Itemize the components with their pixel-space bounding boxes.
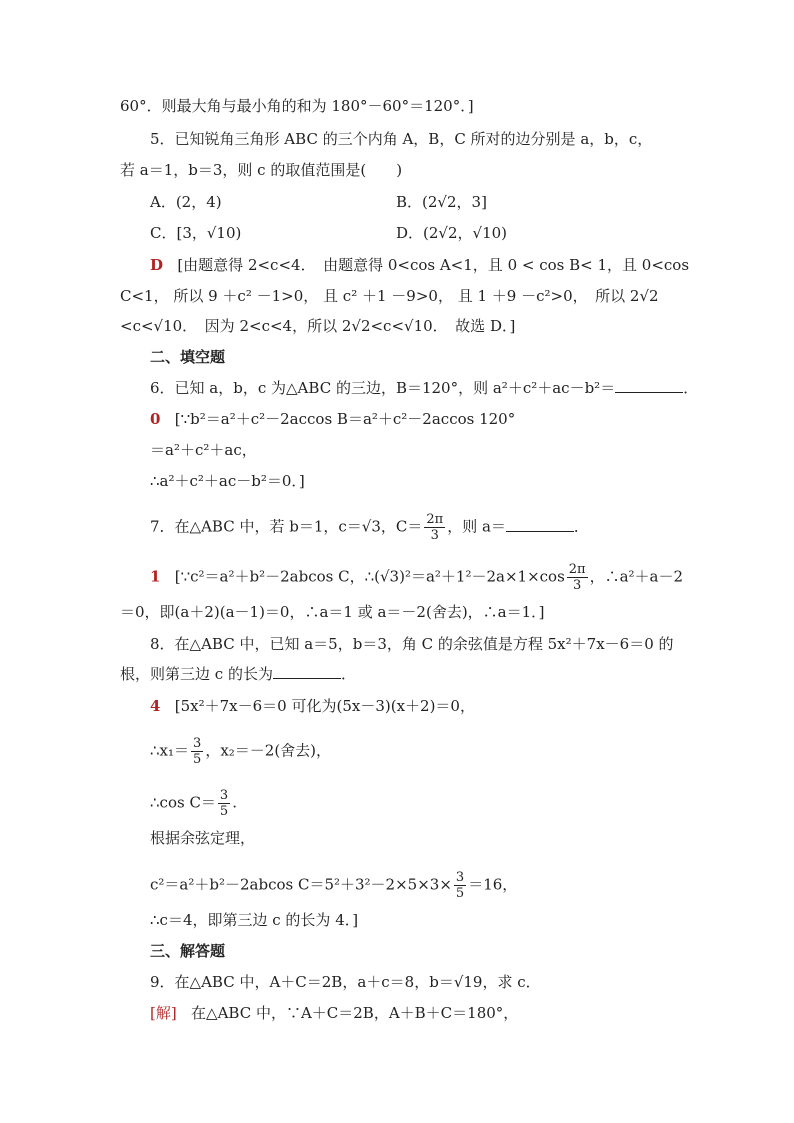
fraction bbox=[567, 562, 588, 593]
numerator: 2π bbox=[426, 512, 444, 527]
punct: ． bbox=[340, 665, 356, 683]
answer-5 bbox=[150, 255, 689, 275]
option-a: A．(2，4) bbox=[150, 193, 222, 211]
answer-tag: 0 bbox=[150, 410, 161, 428]
answer-text: ＝16， bbox=[468, 875, 518, 894]
answer-text: ∴cos C＝ bbox=[150, 793, 216, 812]
denominator: 3 bbox=[573, 578, 582, 593]
answer-9 bbox=[150, 1003, 518, 1023]
answer-text: c²＝a²＋b²－2abcos C＝5²＋3²－2×5×3× bbox=[150, 875, 452, 894]
section-heading: 三、解答题 bbox=[150, 942, 226, 960]
question-8-cont bbox=[120, 664, 356, 684]
answer-7 bbox=[150, 562, 683, 593]
text-line: 60°．则最大角与最小角的和为 180°－60°＝120°．] bbox=[120, 97, 474, 115]
answer-tag: 4 bbox=[150, 697, 161, 715]
fraction bbox=[454, 870, 466, 901]
fraction bbox=[424, 512, 445, 543]
answer-8-cont: 根据余弦定理， bbox=[150, 829, 256, 847]
answer-6 bbox=[150, 409, 515, 429]
question-8: 8．在△ABC 中，已知 a＝5，b＝3，角 C 的余弦值是方程 5x²＋7x－6＝0 的 bbox=[150, 635, 674, 653]
answer-blank bbox=[506, 517, 574, 532]
fraction bbox=[191, 736, 203, 767]
numerator: 3 bbox=[219, 788, 229, 803]
answer-tag: D bbox=[150, 256, 164, 274]
punct: ． bbox=[573, 517, 589, 536]
numerator: 3 bbox=[455, 870, 465, 885]
question-text: ，则 a＝ bbox=[447, 517, 506, 536]
denominator: 5 bbox=[193, 752, 202, 767]
answer-tag: 1 bbox=[150, 567, 161, 586]
answer-text: . bbox=[232, 793, 237, 812]
answer-text: [∵b²＝a²＋c²－2accos B＝a²＋c²－2accos 120° bbox=[174, 410, 516, 428]
numerator: 2π bbox=[568, 562, 586, 577]
answer-7-cont: ＝0，即(a＋2)(a－1)＝0，∴a＝1 或 a＝－2(舍去)，∴a＝1．] bbox=[120, 603, 545, 621]
answer-text: 在△ABC 中，∵A＋C＝2B，A＋B＋C＝180°， bbox=[191, 1004, 519, 1022]
answer-8 bbox=[150, 696, 475, 716]
fraction bbox=[218, 788, 230, 819]
question-5-cont: 若 a＝1，b＝3，则 c 的取值范围是( ) bbox=[120, 161, 403, 179]
answer-5-cont: <c<√10． 因为 2<c<4，所以 2√2<c<√10． 故选 D．] bbox=[120, 317, 516, 335]
question-text: 6．已知 a，b，c 为△ABC 的三边，B＝120°，则 a²＋c²＋ac－b²＝ bbox=[150, 379, 616, 397]
answer-text: ∴x₁＝ bbox=[150, 741, 190, 760]
answer-text: ，∴a²＋a－2 bbox=[589, 567, 684, 586]
option-b: B．(2√2，3] bbox=[396, 193, 487, 211]
denominator: 5 bbox=[455, 886, 465, 901]
answer-blank bbox=[273, 664, 341, 679]
answer-8-cont: ∴c＝4，即第三边 c 的长为 4．] bbox=[150, 911, 359, 929]
section-heading: 二、填空题 bbox=[150, 348, 226, 366]
question-text: 7．在△ABC 中，若 b＝1，c＝√3，C＝ bbox=[150, 517, 423, 536]
question-text: 根，则第三边 c 的长为 bbox=[120, 665, 273, 683]
question-7 bbox=[150, 512, 589, 543]
question-6 bbox=[150, 378, 698, 398]
answer-text: [∵c²＝a²＋b²－2abcos C，∴(√3)²＝a²＋1²－2a×1×cos bbox=[174, 567, 565, 586]
answer-blank bbox=[615, 378, 683, 393]
answer-tag: [解] bbox=[150, 1004, 177, 1022]
answer-text: [5x²＋7x－6＝0 可化为(5x－3)(x＋2)＝0， bbox=[174, 697, 475, 715]
answer-8-cont bbox=[150, 870, 517, 901]
answer-text: ，x₂＝－2(舍去)， bbox=[205, 741, 332, 760]
question-9: 9．在△ABC 中，A＋C＝2B，a＋c＝8，b＝√19，求 c． bbox=[150, 973, 541, 991]
numerator: 3 bbox=[193, 736, 202, 751]
option-c: C．[3，√10) bbox=[150, 224, 242, 242]
punct: ． bbox=[683, 379, 699, 397]
answer-5-cont: C<1， 所以 9 ＋c² －1>0， 且 c² ＋1 －9>0， 且 1 ＋9 －c²>0， 所以 2√2 bbox=[120, 287, 659, 305]
answer-6-cont: ＝a²＋c²＋ac， bbox=[150, 441, 257, 459]
option-d: D．(2√2，√10) bbox=[396, 224, 508, 242]
denominator: 5 bbox=[219, 804, 229, 819]
answer-8-cont bbox=[150, 788, 237, 819]
question-5: 5．已知锐角三角形 ABC 的三个内角 A，B，C 所对的边分别是 a，b，c， bbox=[150, 130, 653, 148]
answer-text: [由题意得 2<c<4． 由题意得 0<cos A<1，且 0 < cos B< 1，且 0<cos bbox=[177, 256, 690, 274]
answer-8-cont bbox=[150, 736, 331, 767]
answer-6-cont: ∴a²＋c²＋ac－b²＝0．] bbox=[150, 472, 305, 490]
denominator: 3 bbox=[430, 528, 439, 543]
